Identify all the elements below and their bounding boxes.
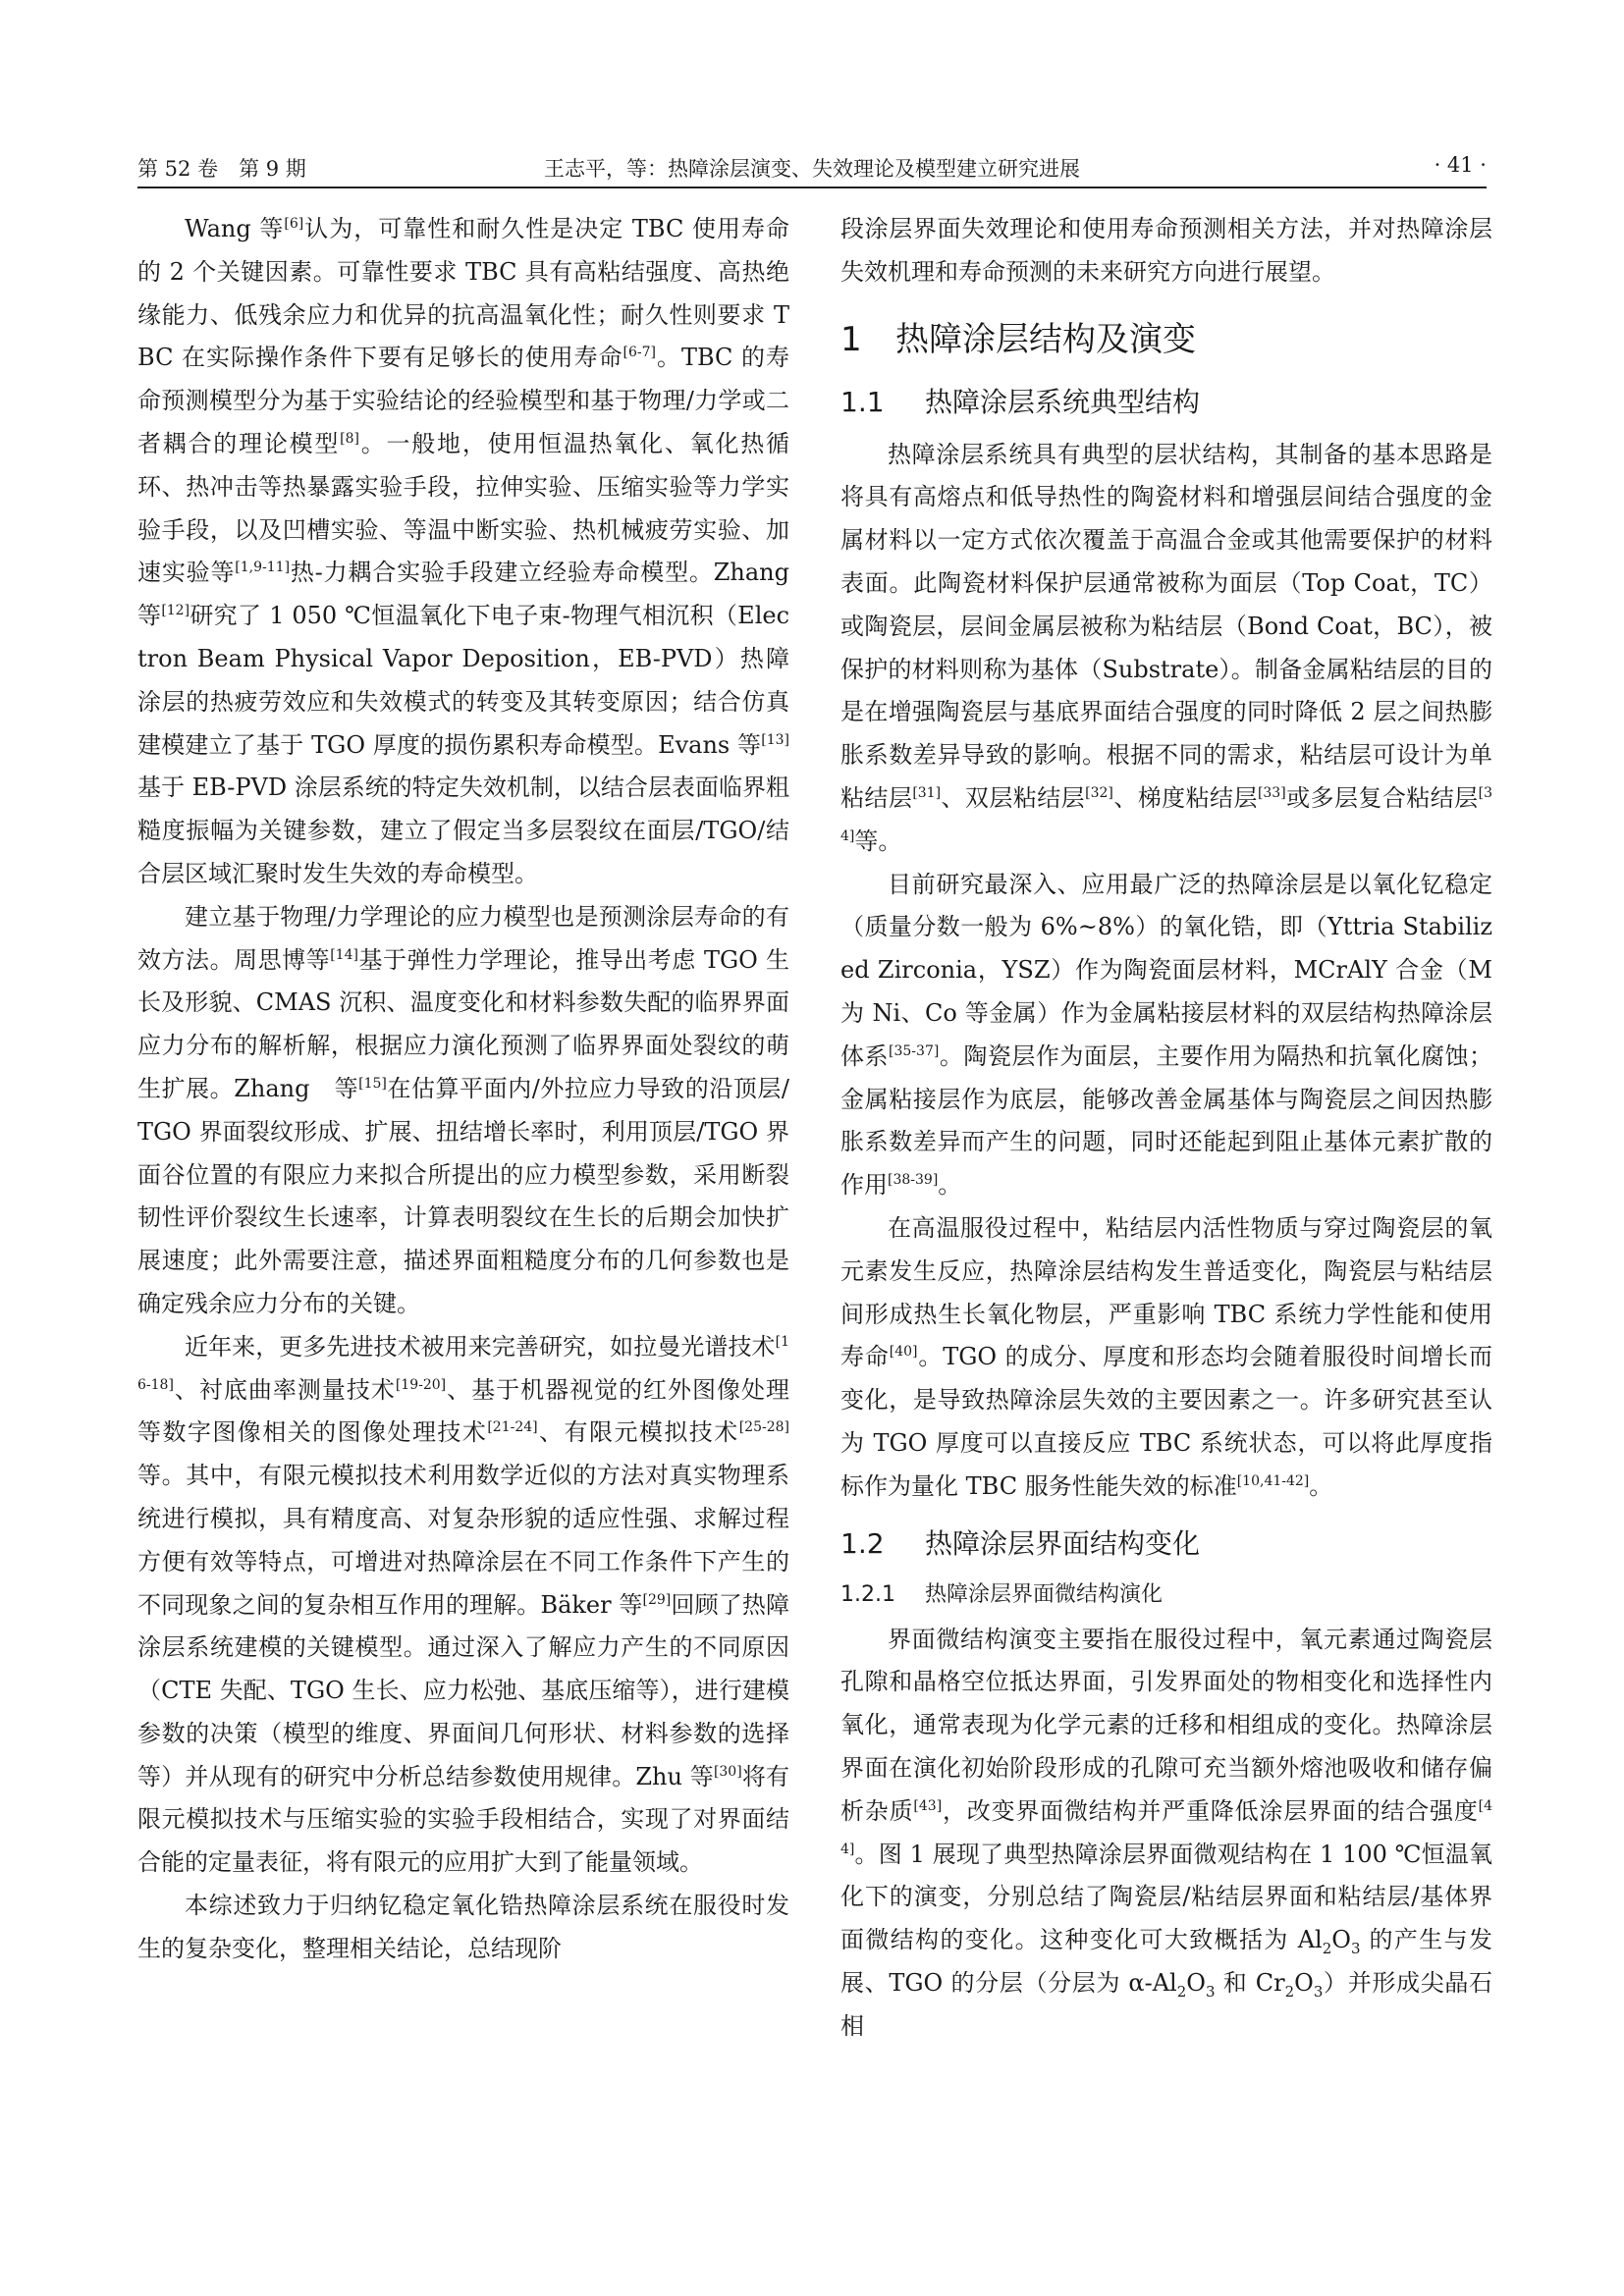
paragraph-review-scope: 本综述致力于归纳钇稳定氧化锆热障涂层系统在服役时发生的复杂变化，整理相关结论，总结现阶 [137, 1892, 789, 1962]
citation: [16-18] [137, 1333, 789, 1393]
section-heading-1-1: 1.1 热障涂层系统典型结构 [840, 385, 1201, 418]
right-column [840, 208, 1492, 2048]
left-column [137, 208, 789, 1971]
paragraph-ysz-system: 目前研究最深入、应用最广泛的热障涂层是以氧化钇稳定（质量分数一般为 6%~8%）的氧化锆，即（Yttria Stabilized Zirconia，YSZ）作为陶瓷面层材料，MCrAlY 合金（M 为 Ni、Co 等金属）作为金属粘接层材料的双层结构热障涂层体系[35-37]。陶瓷层作为面层，主要作用为隔热和抗氧化腐蚀；金属粘接层作为底层，能够改善金属基体与陶瓷层之间因热膨胀系数差异而产生的问题，同时还能起到阻止基体元素扩散的作用[38-39]。 [840, 870, 1493, 1200]
paragraph-reliability-durability: Wang 等[6]认为，可靠性和耐久性是决定 TBC 使用寿命的 2 个关键因素。可靠性要求 TBC 具有高粘结强度、高热绝缘能力、低残余应力和优异的抗高温氧化性；耐久性则要求 TBC 在实际操作条件下要有足够长的使用寿命[6-7]。TBC 的寿命预测模型分为基于实验结论的经验模型和基于物理/力学或二者耦合的理论模型[8]。一般地，使用恒温热氧化、氧化热循环、热冲击等热暴露实验手段，拉伸实验、压缩实验等力学实验手段，以及凹槽实验、等温中断实验、热机械疲劳实验、加速实验等[1,9-11]热-力耦合实验手段建立经验寿命模型。Zhang 等[12]研究了 1 050 ℃恒温氧化下电子束-物理气相沉积（Electron Beam Physical Vapor Deposition，EB-PVD）热障涂层的热疲劳效应和失效模式的转变及其转变原因；结合仿真建模建立了基于 TGO 厚度的损伤累积寿命模型。Evans 等[13]基于 EB-PVD 涂层系统的特定失效机制，以结合层表面临界粗糙度振幅为关键参数，建立了假定当多层裂纹在面层/TGO/结合层区域汇聚时发生失效的寿命模型。 [137, 215, 790, 887]
citation: [38-39] [888, 1172, 939, 1189]
citation: [40] [889, 1344, 918, 1361]
citation: [12] [161, 603, 190, 619]
section-heading-1-2: 1.2 热障涂层界面结构变化 [840, 1526, 1201, 1560]
citation: [31] [912, 784, 942, 801]
citation: [21-24] [487, 1419, 538, 1436]
section-heading-1-2-1: 1.2.1 热障涂层界面微结构演化 [840, 1581, 1164, 1607]
paragraph-advanced-techniques: 近年来，更多先进技术被用来完善研究，如拉曼光谱技术[16-18]、衬底曲率测量技术[19-20]、基于机器视觉的红外图像处理等数字图像相关的图像处理技术[21-24]、有限元模拟技术[25-28]等。其中，有限元模拟技术利用数学近似的方法对真实物理系统进行模拟，具有精度高、对复杂形貌的适应性强、求解过程方便有效等特点，可增进对热障涂层在不同工作条件下产生的不同现象之间的复杂相互作用的理解。Bäker 等[29]回顾了热障涂层系统建模的关键模型。通过深入了解应力产生的不同原因（CTE 失配、TGO 生长、应力松弛、基底压缩等），进行建模参数的决策（模型的维度、界面间几何形状、材料参数的选择等）并从现有的研究中分析总结参数使用规律。Zhu 等[30]将有限元模拟技术与压缩实验的实验手段相结合，实现了对界面结合能的定量表征，将有限元的应用扩大到了能量领域。 [137, 1332, 790, 1877]
citation: [30] [713, 1763, 742, 1780]
citation: [44] [840, 1797, 1493, 1857]
paragraph-interface-microstructure: 界面微结构演变主要指在服役过程中，氧元素通过陶瓷层孔隙和晶格空位抵达界面，引发界面处的物相变化和选择性内氧化，通常表现为化学元素的迁移和相组成的变化。热障涂层界面在演化初始阶段形成的孔隙可充当额外熔池吸收和储存偏析杂质[43]，改变界面微结构并严重降低涂层界面的结合强度[44]。图 1 展现了典型热障涂层界面微观结构在 1 100 ℃恒温氧化下的演变，分别总结了陶瓷层/粘结层界面和粘结层/基体界面微结构的变化。这种变化可大致概括为 $Al_2O_3$ 的产生与发展、TGO 的分层（分层为 $\alpha-Al_2O_3$ 和 $Cr_2O_3$）并形成尖晶石相 [840, 1625, 1493, 2040]
paragraph-layered-structure: 热障涂层系统具有典型的层状结构，其制备的基本思路是将具有高熔点和低导热性的陶瓷材料和增强层间结合强度的金属材料以一定方式依次覆盖于高温合金或其他需要保护的材料表面。此陶瓷材料保护层通常被称为面层（Top Coat，TC）或陶瓷层，层间金属层被称为粘结层（Bond Coat，BC），被保护的材料则称为基体（Substrate）。制备金属粘结层的目的是在增强陶瓷层与基底界面结合强度的同时降低 2 层之间热膨胀系数差异导致的影响。根据不同的需求，粘结层可设计为单粘结层[31]、双层粘结层[32]、梯度粘结层[33]或多层复合粘结层[34]等。 [840, 440, 1492, 855]
citation: [35-37] [889, 1042, 940, 1059]
citation: [6-7] [623, 345, 657, 361]
citation: [19-20] [395, 1376, 447, 1393]
section-heading-1: 1 热障涂层结构及演变 [840, 319, 1196, 359]
journal-volume-issue: 第 52 卷 第 9 期 [137, 157, 306, 181]
citation: [1,9-11] [235, 560, 291, 576]
citation: [32] [1085, 784, 1113, 801]
citation: [8] [340, 430, 359, 447]
citation: [29] [642, 1591, 672, 1608]
running-header [137, 147, 1487, 188]
citation: [43] [913, 1797, 943, 1814]
citation: [25-28] [738, 1419, 790, 1436]
citation: [14] [330, 946, 358, 963]
citation: [15] [358, 1075, 387, 1092]
citation: [33] [1257, 784, 1286, 801]
paragraph-stress-models: 建立基于物理/力学理论的应力模型也是预测涂层寿命的有效方法。周思博等[14]基于弹性力学理论，推导出考虑 TGO 生长及形貌、CMAS 沉积、温度变化和材料参数失配的临界界面应力分布的解析解，根据应力演化预测了临界界面处裂纹的萌生扩展。Zhang 等[15]在估算平面内/外拉应力导致的沿顶层/TGO 界面裂纹形成、扩展、扭结增长率时，利用顶层/TGO 界面谷位置的有限应力来拟合所提出的应力模型参数，采用断裂韧性评价裂纹生长速率，计算表明裂纹在生长的后期会加快扩展速度；此外需要注意，描述界面粗糙度分布的几何参数也是确定残余应力分布的关键。 [137, 902, 790, 1317]
article-running-title: 王志平，等：热障涂层演变、失效理论及模型建立研究进展 [544, 157, 1080, 181]
paragraph-review-scope-continued: 段涂层界面失效理论和使用寿命预测相关方法，并对热障涂层失效机理和寿命预测的未来研究方向进行展望。 [840, 215, 1492, 286]
page-number: · 41 · [1434, 153, 1487, 177]
paragraph-tgo-formation: 在高温服役过程中，粘结层内活性物质与穿过陶瓷层的氧元素发生反应，热障涂层结构发生普适变化，陶瓷层与粘结层间形成热生长氧化物层，严重影响 TBC 系统力学性能和使用寿命[40]。TGO 的成分、厚度和形态均会随着服役时间增长而变化，是导致热障涂层失效的主要因素之一。许多研究甚至认为 TGO 厚度可以直接反应 TBC 系统状态，可以将此厚度指标作为量化 TBC 服务性能失效的标准[10,41-42]。 [840, 1213, 1493, 1500]
citation: [34] [840, 784, 1492, 844]
citation: [10,41-42] [1236, 1472, 1310, 1489]
citation: [6] [284, 216, 304, 232]
citation: [13] [761, 731, 789, 748]
